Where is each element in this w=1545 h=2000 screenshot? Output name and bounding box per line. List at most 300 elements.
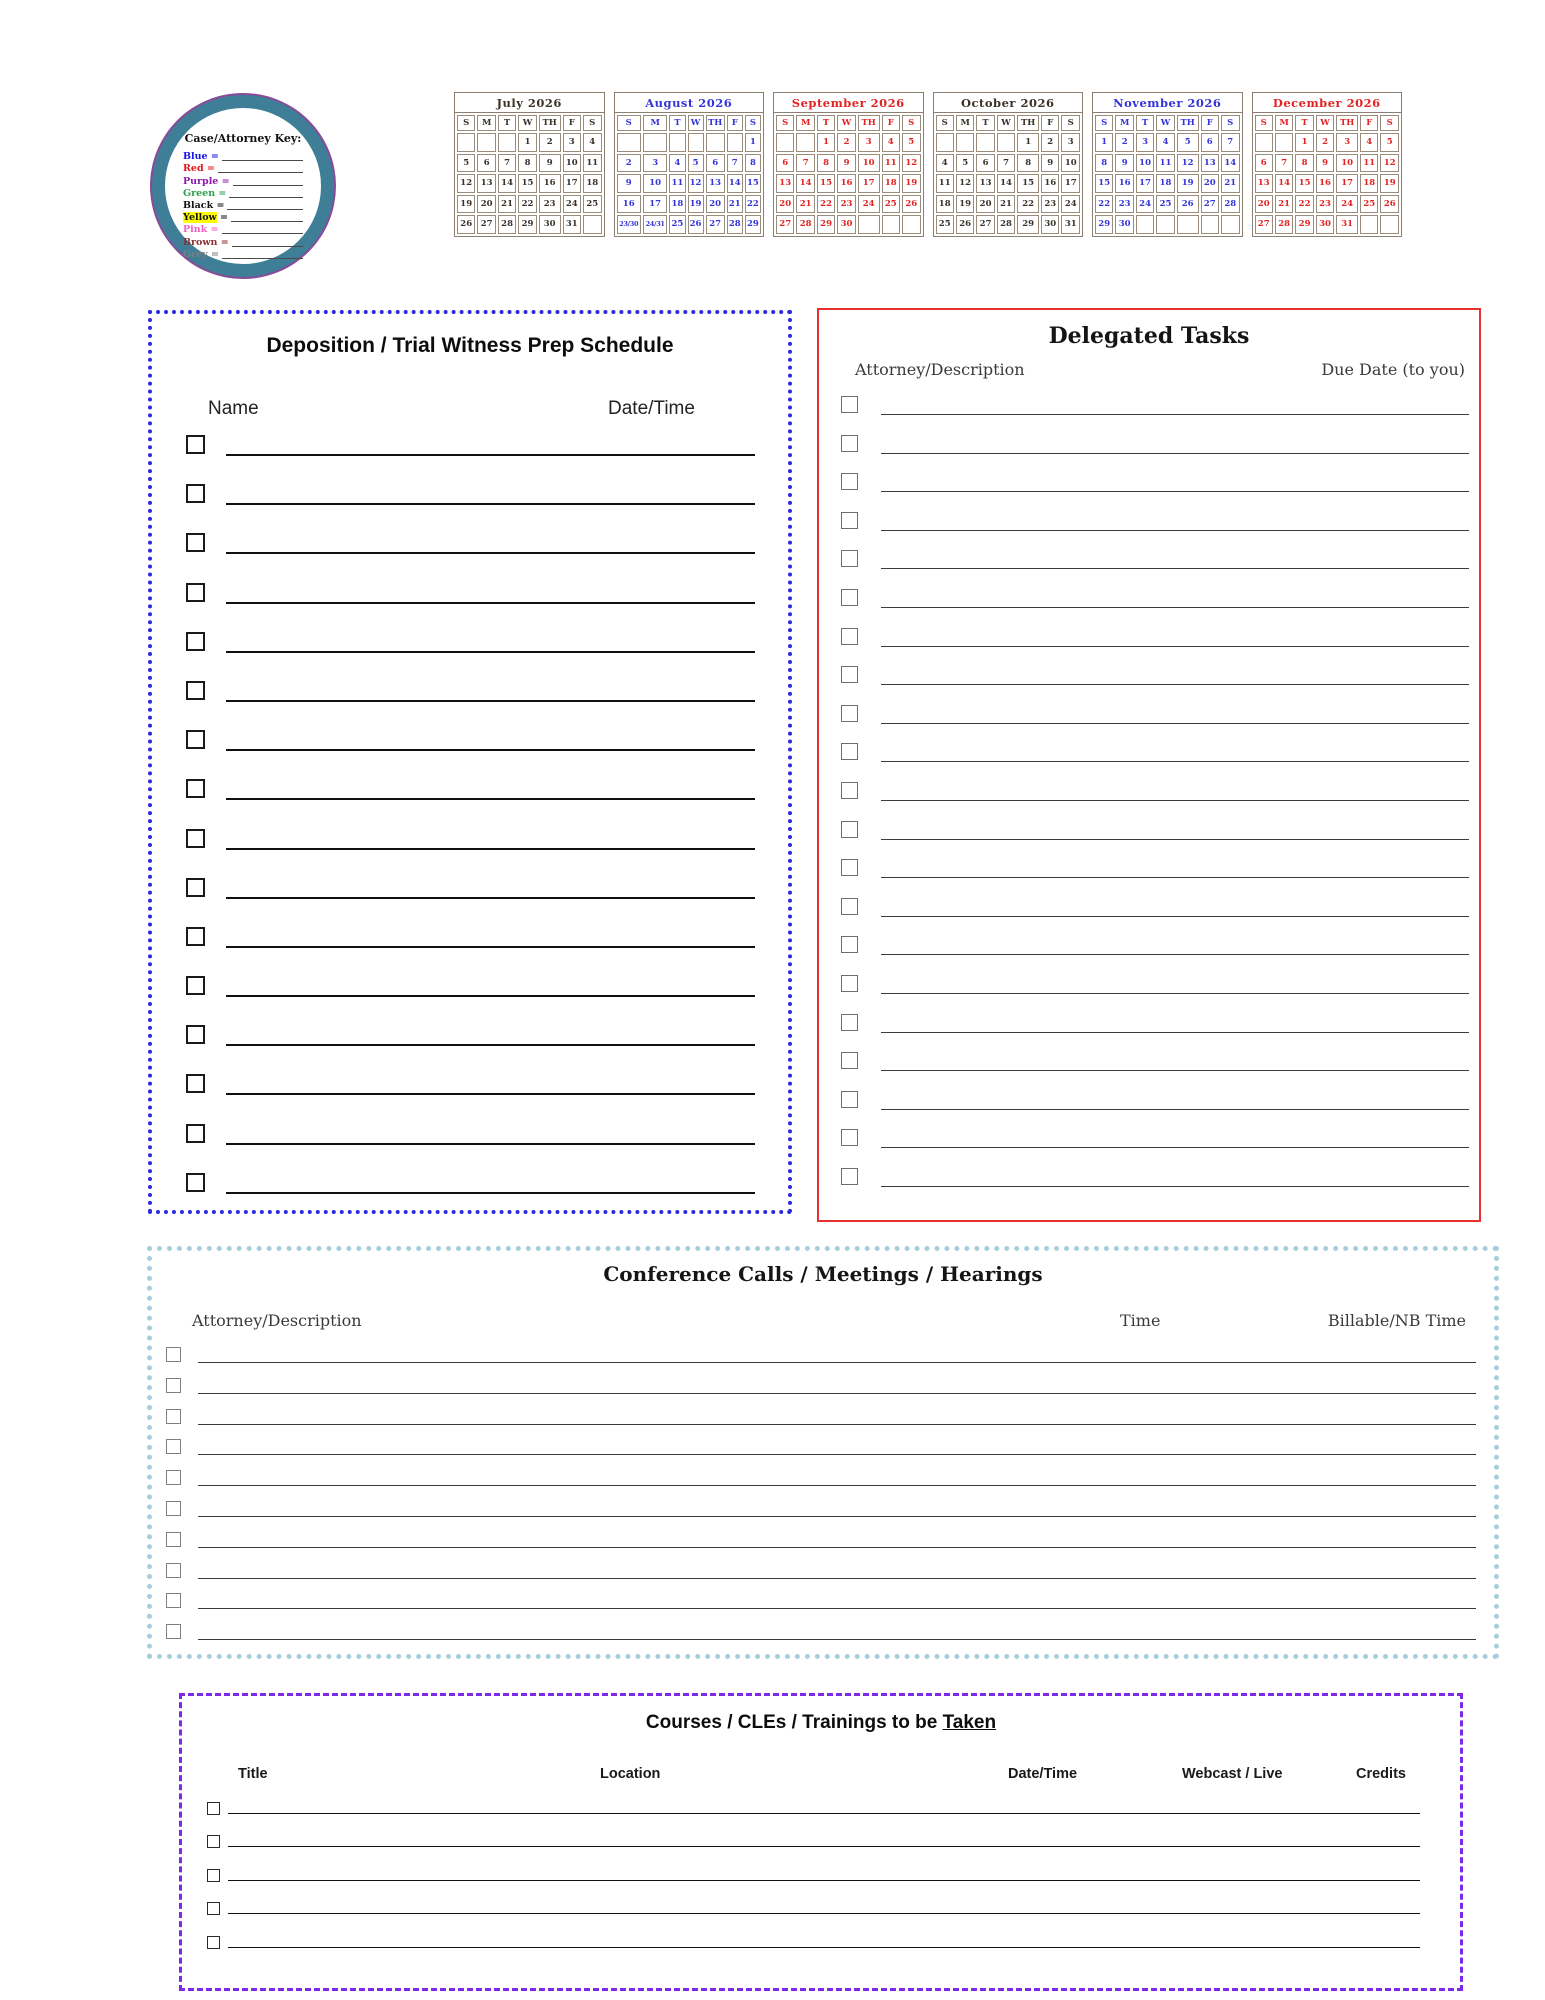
fill-line[interactable] bbox=[881, 568, 1469, 569]
calendar-day-cell: 21 bbox=[997, 195, 1015, 214]
fill-line[interactable] bbox=[198, 1547, 1476, 1548]
checkbox[interactable] bbox=[186, 927, 205, 946]
calendar-day-cell: 30 bbox=[1316, 215, 1334, 234]
calendar-day-cell: 16 bbox=[1115, 174, 1133, 193]
checklist-row bbox=[152, 668, 788, 717]
calendar-day-cell: 29 bbox=[1295, 215, 1313, 234]
fill-line[interactable] bbox=[198, 1362, 1476, 1363]
calendar-weekday-cell: S bbox=[1221, 115, 1240, 131]
checkbox[interactable] bbox=[166, 1347, 181, 1362]
calendar-weekday-cell: F bbox=[563, 115, 581, 131]
calendar-day-cell: 19 bbox=[956, 195, 974, 214]
calendar-day-cell bbox=[902, 215, 921, 234]
calendar-weekday-cell: W bbox=[997, 115, 1015, 131]
calendar-day-cell: 11 bbox=[936, 174, 954, 193]
column-header-billable: Billable/NB Time bbox=[1327, 1311, 1466, 1330]
fill-line[interactable] bbox=[881, 684, 1469, 685]
checkbox[interactable] bbox=[841, 512, 858, 529]
fill-line[interactable] bbox=[228, 1846, 1420, 1847]
calendar-weekday-cell: T bbox=[1136, 115, 1154, 131]
checklist-row bbox=[152, 1466, 1494, 1497]
calendar-day-cell: 15 bbox=[817, 174, 835, 193]
calendar-day-cell bbox=[688, 133, 704, 152]
calendar-weekday-cell: M bbox=[1275, 115, 1293, 131]
fill-line[interactable] bbox=[226, 1044, 755, 1046]
calendar-weekday-cell: TH bbox=[1336, 115, 1358, 131]
calendar-day-cell: 7 bbox=[1221, 133, 1240, 152]
checkbox[interactable] bbox=[186, 1025, 205, 1044]
checkbox[interactable] bbox=[186, 976, 205, 995]
calendar-day-cell: 9 bbox=[617, 174, 641, 193]
calendar-day-cell: 26 bbox=[1177, 195, 1199, 214]
section-title: Delegated Tasks bbox=[1048, 323, 1250, 349]
fill-line[interactable] bbox=[226, 651, 755, 653]
calendar-day-cell: 26 bbox=[902, 195, 921, 214]
checklist-row bbox=[819, 1162, 1479, 1201]
checkbox[interactable] bbox=[186, 533, 205, 552]
calendar-day-cell: 17 bbox=[1336, 174, 1358, 193]
checkbox[interactable] bbox=[841, 473, 858, 490]
calendar-day-cell: 25 bbox=[1360, 195, 1378, 214]
fill-line[interactable] bbox=[881, 839, 1469, 840]
column-header-datetime: Date/Time bbox=[608, 398, 695, 419]
fill-line[interactable] bbox=[226, 1093, 755, 1095]
checkbox[interactable] bbox=[186, 632, 205, 651]
calendar-day-cell: 1 bbox=[1295, 133, 1313, 152]
calendar-day-cell: 6 bbox=[776, 154, 794, 173]
calendar-day-cell: 14 bbox=[1275, 174, 1293, 193]
calendar-day-cell: 13 bbox=[1201, 154, 1219, 173]
fill-line[interactable] bbox=[881, 453, 1469, 454]
fill-line[interactable] bbox=[231, 221, 303, 222]
checkbox[interactable] bbox=[841, 435, 858, 452]
fill-line[interactable] bbox=[881, 916, 1469, 917]
checkbox[interactable] bbox=[186, 1173, 205, 1192]
checklist-row bbox=[819, 699, 1479, 738]
checkbox[interactable] bbox=[186, 1124, 205, 1143]
fill-line[interactable] bbox=[222, 233, 303, 234]
calendar-day-cell bbox=[1360, 215, 1378, 234]
calendar-day-cell: 8 bbox=[1017, 154, 1039, 173]
fill-line[interactable] bbox=[226, 602, 755, 604]
calendar-day-cell: 26 bbox=[956, 215, 974, 234]
fill-line[interactable] bbox=[227, 209, 303, 210]
calendar-day-cell: 10 bbox=[1061, 154, 1080, 173]
calendar-month-title: July 2026 bbox=[455, 93, 604, 113]
column-header-name: Name bbox=[208, 398, 259, 419]
calendar-day-cell bbox=[498, 133, 516, 152]
calendar-day-cell: 15 bbox=[1095, 174, 1113, 193]
calendar-weekday-cell: F bbox=[1041, 115, 1059, 131]
key-item-blue bbox=[183, 150, 303, 162]
calendar-day-cell: 3 bbox=[563, 133, 581, 152]
calendar-day-cell: 22 bbox=[1095, 195, 1113, 214]
calendar-day-cell: 2 bbox=[1115, 133, 1133, 152]
checkbox[interactable] bbox=[166, 1624, 181, 1639]
checkbox[interactable] bbox=[841, 550, 858, 567]
checklist-row bbox=[152, 1012, 788, 1061]
calendar-day-cell: 7 bbox=[727, 154, 743, 173]
calendar-day-cell bbox=[882, 215, 900, 234]
calendar-day-cell: 21 bbox=[1221, 174, 1240, 193]
calendar-day-cell: 10 bbox=[858, 154, 880, 173]
calendar-weekday-cell: TH bbox=[1177, 115, 1199, 131]
checkbox[interactable] bbox=[207, 1936, 220, 1949]
key-item-green bbox=[183, 187, 303, 199]
fill-line[interactable] bbox=[881, 877, 1469, 878]
checklist-row bbox=[152, 963, 788, 1012]
calendar-weekday-cell: M bbox=[477, 115, 495, 131]
checklist-row bbox=[152, 1061, 788, 1110]
checkbox[interactable] bbox=[166, 1470, 181, 1485]
checkbox[interactable] bbox=[166, 1563, 181, 1578]
calendar-day-cell: 17 bbox=[1061, 174, 1080, 193]
fill-line[interactable] bbox=[222, 258, 303, 259]
calendar-weekday-cell: S bbox=[617, 115, 641, 131]
fill-line[interactable] bbox=[226, 946, 755, 948]
checkbox[interactable] bbox=[166, 1378, 181, 1393]
calendar-day-cell: 10 bbox=[563, 154, 581, 173]
checklist-row bbox=[819, 544, 1479, 583]
checklist-row bbox=[152, 1343, 1494, 1374]
fill-line[interactable] bbox=[881, 1186, 1469, 1187]
calendar-day-cell: 4 bbox=[882, 133, 900, 152]
calendar-day-cell bbox=[858, 215, 880, 234]
fill-line[interactable] bbox=[881, 1147, 1469, 1148]
calendar-day-cell: 24/31 bbox=[643, 215, 667, 234]
fill-line[interactable] bbox=[226, 798, 755, 800]
calendar-day-cell: 18 bbox=[1360, 174, 1378, 193]
checklist-row bbox=[819, 737, 1479, 776]
checkbox[interactable] bbox=[841, 859, 858, 876]
conference-rows bbox=[152, 1343, 1494, 1651]
calendar-day-cell: 11 bbox=[1156, 154, 1174, 173]
checkbox[interactable] bbox=[186, 484, 205, 503]
checkbox[interactable] bbox=[841, 821, 858, 838]
fill-line[interactable] bbox=[881, 607, 1469, 608]
calendar-day-cell bbox=[1380, 215, 1399, 234]
checkbox[interactable] bbox=[841, 589, 858, 606]
calendar-day-cell: 25 bbox=[882, 195, 900, 214]
key-color-label: Green bbox=[183, 187, 216, 199]
fill-line[interactable] bbox=[232, 246, 303, 247]
calendar-day-cell: 22 bbox=[817, 195, 835, 214]
calendar-weekday-cell: S bbox=[902, 115, 921, 131]
checklist-row bbox=[819, 892, 1479, 931]
fill-line[interactable] bbox=[198, 1424, 1476, 1425]
checkbox[interactable] bbox=[166, 1439, 181, 1454]
checkbox[interactable] bbox=[207, 1869, 220, 1882]
calendar-day-cell bbox=[727, 133, 743, 152]
calendar-weekday-cell: F bbox=[1201, 115, 1219, 131]
checklist-row bbox=[819, 853, 1479, 892]
calendar-weekday-cell: M bbox=[643, 115, 667, 131]
checklist-row bbox=[819, 660, 1479, 699]
calendar-day-cell: 29 bbox=[1095, 215, 1113, 234]
column-header-time: Time bbox=[1120, 1311, 1161, 1330]
checkbox[interactable] bbox=[841, 1052, 858, 1069]
calendar-day-cell: 19 bbox=[457, 195, 475, 214]
calendar-day-cell: 12 bbox=[688, 174, 704, 193]
calendar-day-cell: 20 bbox=[706, 195, 725, 214]
calendar-day-cell bbox=[477, 133, 495, 152]
checkbox[interactable] bbox=[207, 1902, 220, 1915]
fill-line[interactable] bbox=[226, 1192, 755, 1194]
calendar-day-cell: 5 bbox=[1177, 133, 1199, 152]
calendar-weekday-cell: TH bbox=[539, 115, 561, 131]
checklist-row bbox=[152, 520, 788, 569]
fill-line[interactable] bbox=[222, 160, 303, 161]
fill-line[interactable] bbox=[226, 454, 755, 456]
fill-line[interactable] bbox=[226, 749, 755, 751]
fill-line[interactable] bbox=[881, 723, 1469, 724]
calendar-day-cell: 16 bbox=[1316, 174, 1334, 193]
calendar-day-cell: 5 bbox=[1380, 133, 1399, 152]
calendar-day-cell: 18 bbox=[1156, 174, 1174, 193]
key-item-brown bbox=[183, 235, 303, 247]
calendar-day-cell: 14 bbox=[796, 174, 814, 193]
fill-line[interactable] bbox=[228, 1913, 1420, 1914]
checkbox[interactable] bbox=[841, 1014, 858, 1031]
calendar-day-cell: 18 bbox=[882, 174, 900, 193]
fill-line[interactable] bbox=[881, 761, 1469, 762]
calendar-day-cell: 6 bbox=[706, 154, 725, 173]
calendar-day-cell: 13 bbox=[776, 174, 794, 193]
checkbox[interactable] bbox=[207, 1802, 220, 1815]
calendar-day-cell: 16 bbox=[617, 195, 641, 214]
fill-line[interactable] bbox=[226, 1143, 755, 1145]
fill-line[interactable] bbox=[218, 172, 303, 173]
checkbox[interactable] bbox=[841, 628, 858, 645]
calendar-day-cell: 25 bbox=[583, 195, 602, 214]
fill-line[interactable] bbox=[226, 700, 755, 702]
calendar-day-cell: 19 bbox=[902, 174, 921, 193]
calendar-day-cell bbox=[706, 133, 725, 152]
calendar-day-cell: 3 bbox=[643, 154, 667, 173]
checklist-row bbox=[182, 1896, 1460, 1929]
checkbox[interactable] bbox=[841, 1091, 858, 1108]
checklist-row bbox=[152, 1111, 788, 1160]
calendar-day-cell: 23/30 bbox=[617, 215, 641, 234]
calendar-weekday-cell: M bbox=[796, 115, 814, 131]
fill-line[interactable] bbox=[881, 954, 1469, 955]
checklist-row bbox=[819, 969, 1479, 1008]
checkbox[interactable] bbox=[166, 1593, 181, 1608]
fill-line[interactable] bbox=[226, 995, 755, 997]
calendar-day-cell: 19 bbox=[688, 195, 704, 214]
fill-line[interactable] bbox=[881, 491, 1469, 492]
calendar-day-cell bbox=[997, 133, 1015, 152]
fill-line[interactable] bbox=[233, 185, 303, 186]
calendar-day-cell: 9 bbox=[1115, 154, 1133, 173]
calendar-month-title: December 2026 bbox=[1253, 93, 1402, 113]
checklist-row bbox=[819, 776, 1479, 815]
checkbox[interactable] bbox=[841, 936, 858, 953]
calendar-day-cell: 5 bbox=[956, 154, 974, 173]
calendar-weekday-cell: S bbox=[936, 115, 954, 131]
calendar-day-cell: 10 bbox=[643, 174, 667, 193]
fill-line[interactable] bbox=[229, 197, 303, 198]
fill-line[interactable] bbox=[198, 1485, 1476, 1486]
fill-line[interactable] bbox=[228, 1947, 1420, 1948]
delegated-tasks-section bbox=[817, 308, 1481, 1222]
calendar-day-cell: 23 bbox=[1115, 195, 1133, 214]
calendar-day-cell: 28 bbox=[498, 215, 516, 234]
calendar-day-cell: 28 bbox=[796, 215, 814, 234]
calendar-weekday-cell: S bbox=[1061, 115, 1080, 131]
calendar-day-cell: 15 bbox=[1295, 174, 1313, 193]
calendar-day-cell: 21 bbox=[1275, 195, 1293, 214]
calendar-day-cell: 16 bbox=[539, 174, 561, 193]
equals-sign: = bbox=[217, 236, 229, 248]
checkbox[interactable] bbox=[841, 396, 858, 413]
calendar-day-cell: 14 bbox=[727, 174, 743, 193]
checkbox[interactable] bbox=[186, 681, 205, 700]
calendar-weekday-cell: T bbox=[1295, 115, 1313, 131]
calendar-day-cell: 18 bbox=[936, 195, 954, 214]
checkbox[interactable] bbox=[841, 705, 858, 722]
calendar-day-cell: 21 bbox=[727, 195, 743, 214]
checklist-row bbox=[152, 422, 788, 471]
calendar-day-cell: 26 bbox=[1380, 195, 1399, 214]
calendar-day-cell: 6 bbox=[1255, 154, 1273, 173]
calendar-day-cell: 10 bbox=[1336, 154, 1358, 173]
fill-line[interactable] bbox=[881, 530, 1469, 531]
calendar-day-cell: 29 bbox=[518, 215, 536, 234]
calendar-day-cell: 25 bbox=[669, 215, 685, 234]
checkbox[interactable] bbox=[186, 730, 205, 749]
fill-line[interactable] bbox=[881, 1109, 1469, 1110]
calendar-day-cell bbox=[669, 133, 685, 152]
checklist-row bbox=[819, 1085, 1479, 1124]
checkbox[interactable] bbox=[207, 1835, 220, 1848]
mini-calendar bbox=[773, 92, 924, 237]
fill-line[interactable] bbox=[881, 646, 1469, 647]
checkbox[interactable] bbox=[186, 1074, 205, 1093]
checkbox[interactable] bbox=[841, 743, 858, 760]
checkbox[interactable] bbox=[841, 782, 858, 799]
fill-line[interactable] bbox=[881, 1032, 1469, 1033]
equals-sign: = bbox=[213, 199, 225, 211]
checkbox[interactable] bbox=[841, 1168, 858, 1185]
checkbox[interactable] bbox=[841, 898, 858, 915]
fill-line[interactable] bbox=[198, 1516, 1476, 1517]
calendar-weekday-cell: TH bbox=[706, 115, 725, 131]
section-title: Deposition / Trial Witness Prep Schedule bbox=[266, 334, 674, 357]
fill-line[interactable] bbox=[228, 1880, 1420, 1881]
checklist-row bbox=[152, 471, 788, 520]
calendar-weekday-cell: T bbox=[976, 115, 994, 131]
calendar-day-cell bbox=[457, 133, 475, 152]
calendar-weekday-cell: T bbox=[817, 115, 835, 131]
fill-line[interactable] bbox=[198, 1608, 1476, 1609]
conference-section bbox=[147, 1246, 1499, 1659]
fill-line[interactable] bbox=[226, 848, 755, 850]
checkbox[interactable] bbox=[186, 583, 205, 602]
checkbox[interactable] bbox=[841, 975, 858, 992]
key-item-red bbox=[183, 162, 303, 174]
calendar-day-cell: 31 bbox=[1061, 215, 1080, 234]
fill-line[interactable] bbox=[881, 414, 1469, 415]
checklist-row bbox=[152, 1497, 1494, 1528]
fill-line[interactable] bbox=[881, 1070, 1469, 1071]
fill-line[interactable] bbox=[226, 503, 755, 505]
calendar-day-cell: 14 bbox=[997, 174, 1015, 193]
key-color-label: Blue bbox=[183, 151, 208, 163]
fill-line[interactable] bbox=[228, 1813, 1420, 1814]
calendar-day-cell: 26 bbox=[688, 215, 704, 234]
checkbox[interactable] bbox=[186, 435, 205, 454]
mini-calendar bbox=[614, 92, 765, 237]
calendar-weekday-cell: S bbox=[457, 115, 475, 131]
calendar-day-cell: 27 bbox=[706, 215, 725, 234]
calendar-day-cell: 2 bbox=[837, 133, 855, 152]
calendar-day-cell: 12 bbox=[1380, 154, 1399, 173]
deposition-rows bbox=[152, 422, 788, 1209]
calendar-day-cell: 1 bbox=[1017, 133, 1039, 152]
calendar-month-title: October 2026 bbox=[934, 93, 1083, 113]
checklist-row bbox=[152, 717, 788, 766]
calendar-day-cell: 9 bbox=[1041, 154, 1059, 173]
calendar-day-cell: 7 bbox=[1275, 154, 1293, 173]
calendar-weekday-cell: TH bbox=[858, 115, 880, 131]
checkbox[interactable] bbox=[186, 829, 205, 848]
calendar-day-cell: 22 bbox=[745, 195, 761, 214]
fill-line[interactable] bbox=[881, 993, 1469, 994]
calendar-day-cell: 12 bbox=[956, 174, 974, 193]
calendar-day-cell: 30 bbox=[539, 215, 561, 234]
calendar-day-cell: 29 bbox=[1017, 215, 1039, 234]
case-attorney-key-badge bbox=[152, 95, 334, 277]
checkbox[interactable] bbox=[166, 1532, 181, 1547]
checkbox[interactable] bbox=[186, 779, 205, 798]
calendar-day-cell: 11 bbox=[583, 154, 602, 173]
calendar-day-cell: 16 bbox=[837, 174, 855, 193]
fill-line[interactable] bbox=[198, 1454, 1476, 1455]
calendar-day-cell: 23 bbox=[1041, 195, 1059, 214]
checkbox[interactable] bbox=[841, 666, 858, 683]
fill-line[interactable] bbox=[198, 1578, 1476, 1579]
checkbox[interactable] bbox=[166, 1501, 181, 1516]
calendar-day-cell bbox=[1177, 215, 1199, 234]
calendar-day-cell: 24 bbox=[858, 195, 880, 214]
calendar-day-cell: 18 bbox=[583, 174, 602, 193]
checklist-row bbox=[152, 1589, 1494, 1620]
calendar-day-cell: 31 bbox=[563, 215, 581, 234]
equals-sign: = bbox=[207, 224, 219, 236]
calendar-day-cell: 12 bbox=[457, 174, 475, 193]
calendar-day-cell: 13 bbox=[976, 174, 994, 193]
calendar-day-cell: 13 bbox=[477, 174, 495, 193]
mini-calendar bbox=[1092, 92, 1243, 237]
key-item-yellow bbox=[183, 211, 303, 223]
checklist-row bbox=[152, 914, 788, 963]
fill-line[interactable] bbox=[198, 1639, 1476, 1640]
fill-line[interactable] bbox=[226, 897, 755, 899]
fill-line[interactable] bbox=[881, 800, 1469, 801]
calendar-day-cell: 4 bbox=[1360, 133, 1378, 152]
calendar-day-cell: 20 bbox=[776, 195, 794, 214]
calendar-weekday-cell: S bbox=[1380, 115, 1399, 131]
calendar-day-cell: 18 bbox=[669, 195, 685, 214]
calendar-day-cell: 9 bbox=[1316, 154, 1334, 173]
checkbox[interactable] bbox=[841, 1129, 858, 1146]
checklist-row bbox=[152, 1435, 1494, 1466]
fill-line[interactable] bbox=[198, 1393, 1476, 1394]
checkbox[interactable] bbox=[166, 1409, 181, 1424]
checkbox[interactable] bbox=[186, 878, 205, 897]
fill-line[interactable] bbox=[226, 552, 755, 554]
